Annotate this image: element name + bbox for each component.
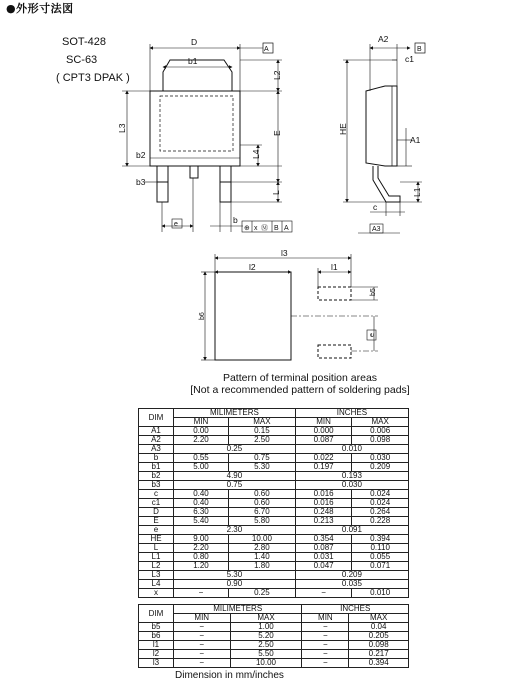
table-subheader: MAX	[352, 418, 409, 427]
table-cell: D	[139, 508, 174, 517]
dim-label-b1: b1	[188, 56, 198, 66]
table-cell: 0.209	[352, 463, 409, 472]
table-cell: 0.016	[295, 490, 352, 499]
table-cell: 0.006	[352, 427, 409, 436]
dimension-table-main	[138, 408, 409, 598]
table-header-millimeters: MILIMETERS	[174, 409, 296, 418]
table-cell: 0.75	[174, 481, 296, 490]
table-cell: 1.40	[228, 553, 295, 562]
table-row	[139, 526, 409, 535]
dim-label-l1: l1	[331, 262, 338, 272]
dim-label-HE: HE	[338, 123, 348, 135]
table-cell: A2	[139, 436, 174, 445]
table-cell: 0.25	[228, 589, 295, 598]
table-cell: e	[139, 526, 174, 535]
table-cell: 0.60	[228, 490, 295, 499]
table-row	[139, 445, 409, 454]
table-cell: 0.15	[228, 427, 295, 436]
table-cell: 0.205	[349, 632, 409, 641]
dim-label-l3: l3	[281, 248, 288, 258]
table-cell: 5.40	[174, 517, 229, 526]
table-cell: A1	[139, 427, 174, 436]
table-cell: −	[174, 659, 231, 668]
dim-label-b5: b5	[370, 288, 377, 296]
table-row	[139, 481, 409, 490]
table-cell: −	[302, 641, 349, 650]
pattern-caption	[180, 372, 420, 396]
table-cell: 0.193	[295, 472, 408, 481]
table-cell: 0.248	[295, 508, 352, 517]
dim-label-L2: L2	[272, 70, 282, 80]
table-row	[139, 562, 409, 571]
table-cell: 0.000	[295, 427, 352, 436]
table-subheader: MIN	[174, 614, 231, 623]
dimension-unit-note: Dimension in mm/inches	[175, 670, 284, 681]
dim-label-L3: L3	[117, 123, 127, 133]
datum-label-A: A	[264, 46, 269, 53]
table-cell: 0.209	[295, 571, 408, 580]
table-row	[139, 427, 409, 436]
table-cell: 0.394	[349, 659, 409, 668]
land-pattern-large-pad	[215, 272, 291, 360]
table-cell: 2.80	[228, 544, 295, 553]
table-row	[139, 535, 409, 544]
table-cell: 0.030	[352, 454, 409, 463]
table-cell: 0.024	[352, 499, 409, 508]
table-cell: 0.055	[352, 553, 409, 562]
table-cell: 0.04	[349, 623, 409, 632]
table-cell: 0.90	[174, 580, 296, 589]
table-cell: E	[139, 517, 174, 526]
table-cell: −	[174, 650, 231, 659]
table-cell: 0.75	[228, 454, 295, 463]
dim-label-D: D	[191, 37, 198, 47]
table-header-millimeters: MILIMETERS	[174, 605, 302, 614]
table-cell: l3	[139, 659, 174, 668]
table-cell: c	[139, 490, 174, 499]
table-row	[139, 517, 409, 526]
tolerance-x: x	[254, 225, 258, 232]
table-cell: 0.197	[295, 463, 352, 472]
dim-label-b6: b6	[199, 312, 206, 320]
table-cell: 0.80	[174, 553, 229, 562]
table-row	[139, 571, 409, 580]
pattern-caption-line-1: Pattern of terminal position areas	[222, 372, 378, 384]
package-name-1: SOT-428	[62, 36, 107, 48]
table-cell: 6.70	[228, 508, 295, 517]
package-body-top-view	[150, 91, 240, 166]
table-header-inches: INCHES	[295, 409, 408, 418]
table-cell: 0.098	[349, 641, 409, 650]
package-name-3: ( CPT3 DPAK )	[56, 72, 130, 84]
table-cell: 0.010	[352, 589, 409, 598]
table-cell: 0.087	[295, 436, 352, 445]
table-cell: HE	[139, 535, 174, 544]
table-cell: −	[174, 623, 231, 632]
land-pattern-small-pad-2	[318, 345, 351, 358]
table-row	[139, 659, 409, 668]
table-cell: 10.00	[228, 535, 295, 544]
dim-label-b3: b3	[136, 177, 146, 187]
table-cell: L3	[139, 571, 174, 580]
table-cell: −	[302, 623, 349, 632]
table-cell: 1.00	[230, 623, 302, 632]
table-cell: 0.030	[295, 481, 408, 490]
table-cell: c1	[139, 499, 174, 508]
table-row	[139, 490, 409, 499]
table-cell: −	[302, 632, 349, 641]
dim-label-b2: b2	[136, 150, 146, 160]
table-cell: 0.60	[228, 499, 295, 508]
dim-label-A1: A1	[410, 135, 421, 145]
table-cell: b	[139, 454, 174, 463]
dim-label-L1: L1	[412, 187, 422, 197]
heat-tab	[163, 60, 232, 91]
table-cell: −	[174, 589, 229, 598]
table-header-dim: DIM	[139, 409, 174, 427]
table-cell: b3	[139, 481, 174, 490]
table-cell: 0.024	[352, 490, 409, 499]
table-cell: 0.087	[295, 544, 352, 553]
table-cell: 0.022	[295, 454, 352, 463]
table-header-inches: INCHES	[302, 605, 409, 614]
lead-right	[220, 166, 231, 202]
table-row	[139, 508, 409, 517]
table-cell: L2	[139, 562, 174, 571]
land-pattern-small-pad-1	[318, 287, 351, 300]
table-cell: −	[302, 659, 349, 668]
table-cell: b5	[139, 623, 174, 632]
tolerance-datum-B: B	[274, 225, 279, 232]
table-cell: b1	[139, 463, 174, 472]
table-cell: 1.20	[174, 562, 229, 571]
table-row	[139, 589, 409, 598]
package-name-2: SC-63	[66, 54, 98, 66]
table-cell: 5.20	[230, 632, 302, 641]
table-cell: l2	[139, 650, 174, 659]
table-cell: 2.20	[174, 436, 229, 445]
table-cell: 0.213	[295, 517, 352, 526]
table-row	[139, 472, 409, 481]
table-cell: 1.80	[228, 562, 295, 571]
table-cell: 0.40	[174, 499, 229, 508]
table-subheader: MAX	[228, 418, 295, 427]
table-cell: −	[295, 589, 352, 598]
tolerance-position-icon: ⊕	[244, 225, 250, 232]
table-cell: 0.228	[352, 517, 409, 526]
table-cell: 5.50	[230, 650, 302, 659]
table-cell: 0.40	[174, 490, 229, 499]
table-cell: 0.035	[295, 580, 408, 589]
table-cell: 2.20	[174, 544, 229, 553]
table-subheader: MAX	[349, 614, 409, 623]
table-cell: b2	[139, 472, 174, 481]
datum-label-B: B	[417, 46, 422, 53]
dim-label-L4: L4	[251, 149, 261, 159]
table-cell: l1	[139, 641, 174, 650]
table-subheader: MAX	[230, 614, 302, 623]
table-header-dim: DIM	[139, 605, 174, 623]
table-cell: 0.091	[295, 526, 408, 535]
table-cell: 5.00	[174, 463, 229, 472]
table-cell: 0.55	[174, 454, 229, 463]
table-cell: 0.071	[352, 562, 409, 571]
dim-label-E: E	[272, 130, 282, 136]
table-cell: −	[174, 632, 231, 641]
table-cell: 0.010	[295, 445, 408, 454]
table-row	[139, 553, 409, 562]
page-heading: ●外形寸法図	[6, 2, 74, 15]
table-cell: 5.30	[228, 463, 295, 472]
table-cell: 0.031	[295, 553, 352, 562]
table-subheader: MIN	[302, 614, 349, 623]
table-cell: 6.30	[174, 508, 229, 517]
dim-label-A2: A2	[378, 34, 389, 44]
lead-center	[190, 166, 198, 178]
table-cell: 4.90	[174, 472, 296, 481]
dim-label-l2: l2	[249, 262, 256, 272]
table-cell: −	[174, 641, 231, 650]
dim-label-e: e	[174, 221, 178, 228]
table-cell: 0.016	[295, 499, 352, 508]
table-row	[139, 499, 409, 508]
table-cell: 9.00	[174, 535, 229, 544]
table-cell: 0.217	[349, 650, 409, 659]
table-subheader: MIN	[174, 418, 229, 427]
table-row	[139, 454, 409, 463]
dim-label-L: L	[271, 190, 281, 195]
pattern-caption-line-2: [Not a recommended pattern of soldering pads]	[190, 384, 410, 396]
dim-label-c1: c1	[405, 54, 414, 64]
table-cell: 2.30	[174, 526, 296, 535]
table-cell: −	[302, 650, 349, 659]
table-row	[139, 544, 409, 553]
table-cell: 0.25	[174, 445, 296, 454]
table-cell: 0.047	[295, 562, 352, 571]
table-cell: 0.394	[352, 535, 409, 544]
table-subheader: MIN	[295, 418, 352, 427]
table-row	[139, 463, 409, 472]
table-cell: 0.354	[295, 535, 352, 544]
table-cell: 0.264	[352, 508, 409, 517]
table-cell: 5.30	[174, 571, 296, 580]
table-cell: L4	[139, 580, 174, 589]
datum-label-A3: A3	[372, 226, 381, 233]
table-cell: x	[139, 589, 174, 598]
table-cell: 0.00	[174, 427, 229, 436]
table-cell: 5.80	[228, 517, 295, 526]
table-cell: 2.50	[230, 641, 302, 650]
table-cell: L1	[139, 553, 174, 562]
table-cell: b6	[139, 632, 174, 641]
table-row	[139, 436, 409, 445]
tolerance-datum-A: A	[284, 225, 289, 232]
dim-label-c: c	[373, 202, 378, 212]
table-cell: A3	[139, 445, 174, 454]
dim-label-e2: e	[369, 333, 376, 337]
table-cell: L	[139, 544, 174, 553]
dim-label-b: b	[233, 215, 238, 225]
tolerance-mmc-icon: Ⓜ	[261, 225, 268, 232]
dimension-table-land-pattern	[138, 604, 409, 668]
table-cell: 2.50	[228, 436, 295, 445]
lead-side-view	[373, 166, 400, 202]
table-cell: 10.00	[230, 659, 302, 668]
table-cell: 0.110	[352, 544, 409, 553]
lead-left	[157, 166, 168, 202]
table-cell: 0.098	[352, 436, 409, 445]
table-row	[139, 580, 409, 589]
